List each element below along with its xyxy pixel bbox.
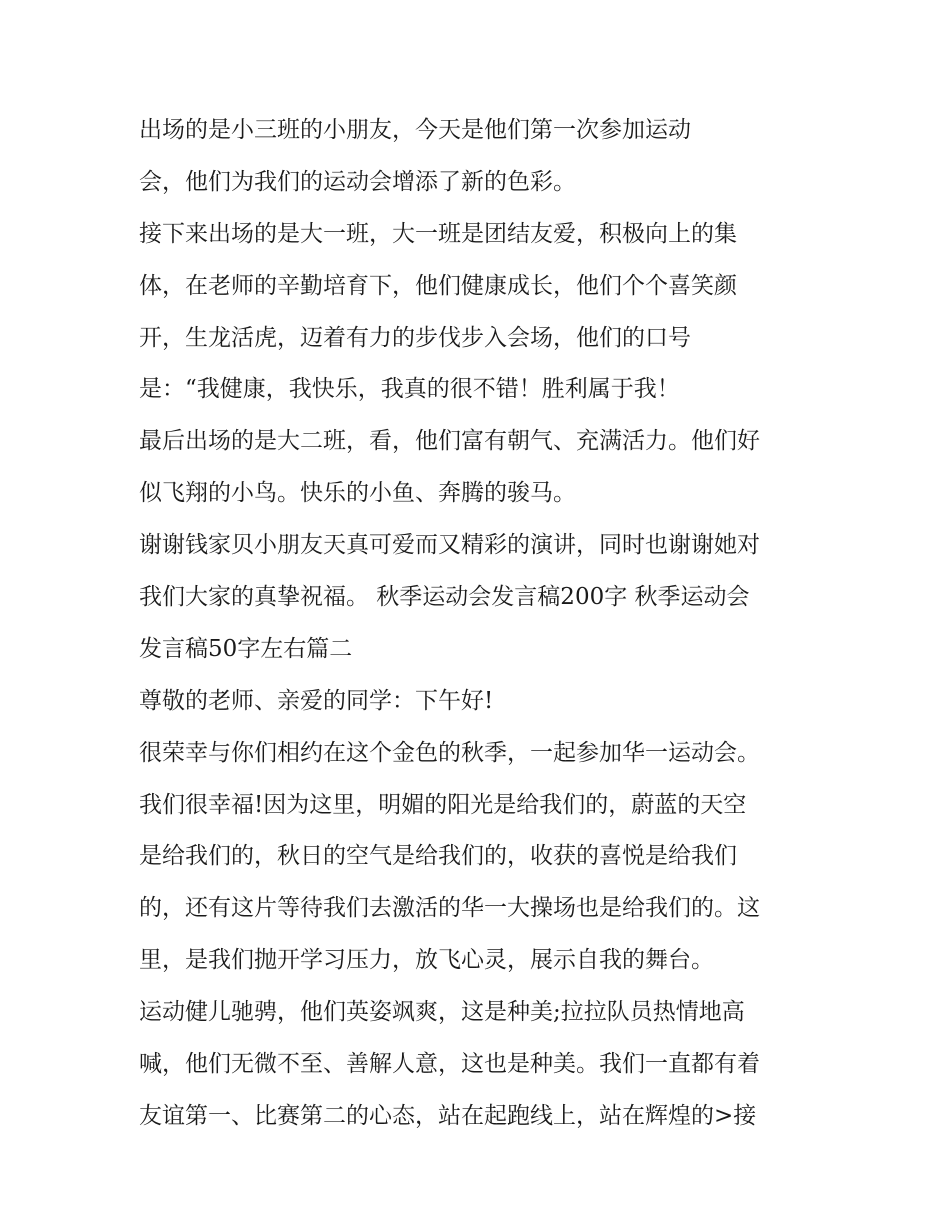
document-body xyxy=(139,111,819,1149)
text-line: 最后出场的是大二班，看，他们富有朝气、充满活力。他们好 xyxy=(139,428,760,455)
text-line: 开，生龙活虎，迈着有力的步伐步入会场，他们的口号 xyxy=(139,324,691,351)
text-line: 尊敬的老师、亲爱的同学：下午好! xyxy=(139,687,494,714)
text-line: 似飞翔的小鸟。快乐的小鱼、奔腾的骏马。 xyxy=(139,480,576,507)
text-line: 运动健儿驰骋，他们英姿飒爽，这是种美;拉拉队员热情地高 xyxy=(139,999,745,1026)
text-line: 里，是我们抛开学习压力，放飞心灵，展示自我的舞台。 xyxy=(139,947,714,974)
text-line: 是：“我健康，我快乐，我真的很不错！胜利属于我！ xyxy=(139,376,680,403)
text-line: 友谊第一、比赛第二的心态，站在起跑线上，站在辉煌的>接 xyxy=(139,1102,757,1129)
text-line: 出场的是小三班的小朋友，今天是他们第一次参加运动 xyxy=(139,117,691,143)
text-line: 接下来出场的是大一班，大一班是团结友爱，积极向上的集 xyxy=(139,220,737,247)
text-line: 是给我们的，秋日的空气是给我们的，收获的喜悦是给我们 xyxy=(139,843,737,870)
text-line: 我们很幸福!因为这里，明媚的阳光是给我们的，蔚蓝的天空 xyxy=(139,791,747,818)
text-line: 我们大家的真挚祝福。 秋季运动会发言稿200字 秋季运动会 xyxy=(139,584,750,611)
text-line: 谢谢钱家贝小朋友天真可爱而又精彩的演讲，同时也谢谢她对 xyxy=(139,532,760,559)
text-line: 很荣幸与你们相约在这个金色的秋季，一起参加华一运动会。 xyxy=(139,739,760,766)
text-line: 的，还有这片等待我们去激活的华一大操场也是给我们的。这 xyxy=(139,895,760,922)
text-line: 体，在老师的辛勤培育下，他们健康成长，他们个个喜笑颜 xyxy=(139,272,737,299)
text-line: 发言稿50字左右篇二 xyxy=(139,635,353,662)
text-line: 会，他们为我们的运动会增添了新的色彩。 xyxy=(139,168,576,195)
text-line: 喊，他们无微不至、善解人意，这也是种美。我们一直都有着 xyxy=(139,1051,760,1078)
